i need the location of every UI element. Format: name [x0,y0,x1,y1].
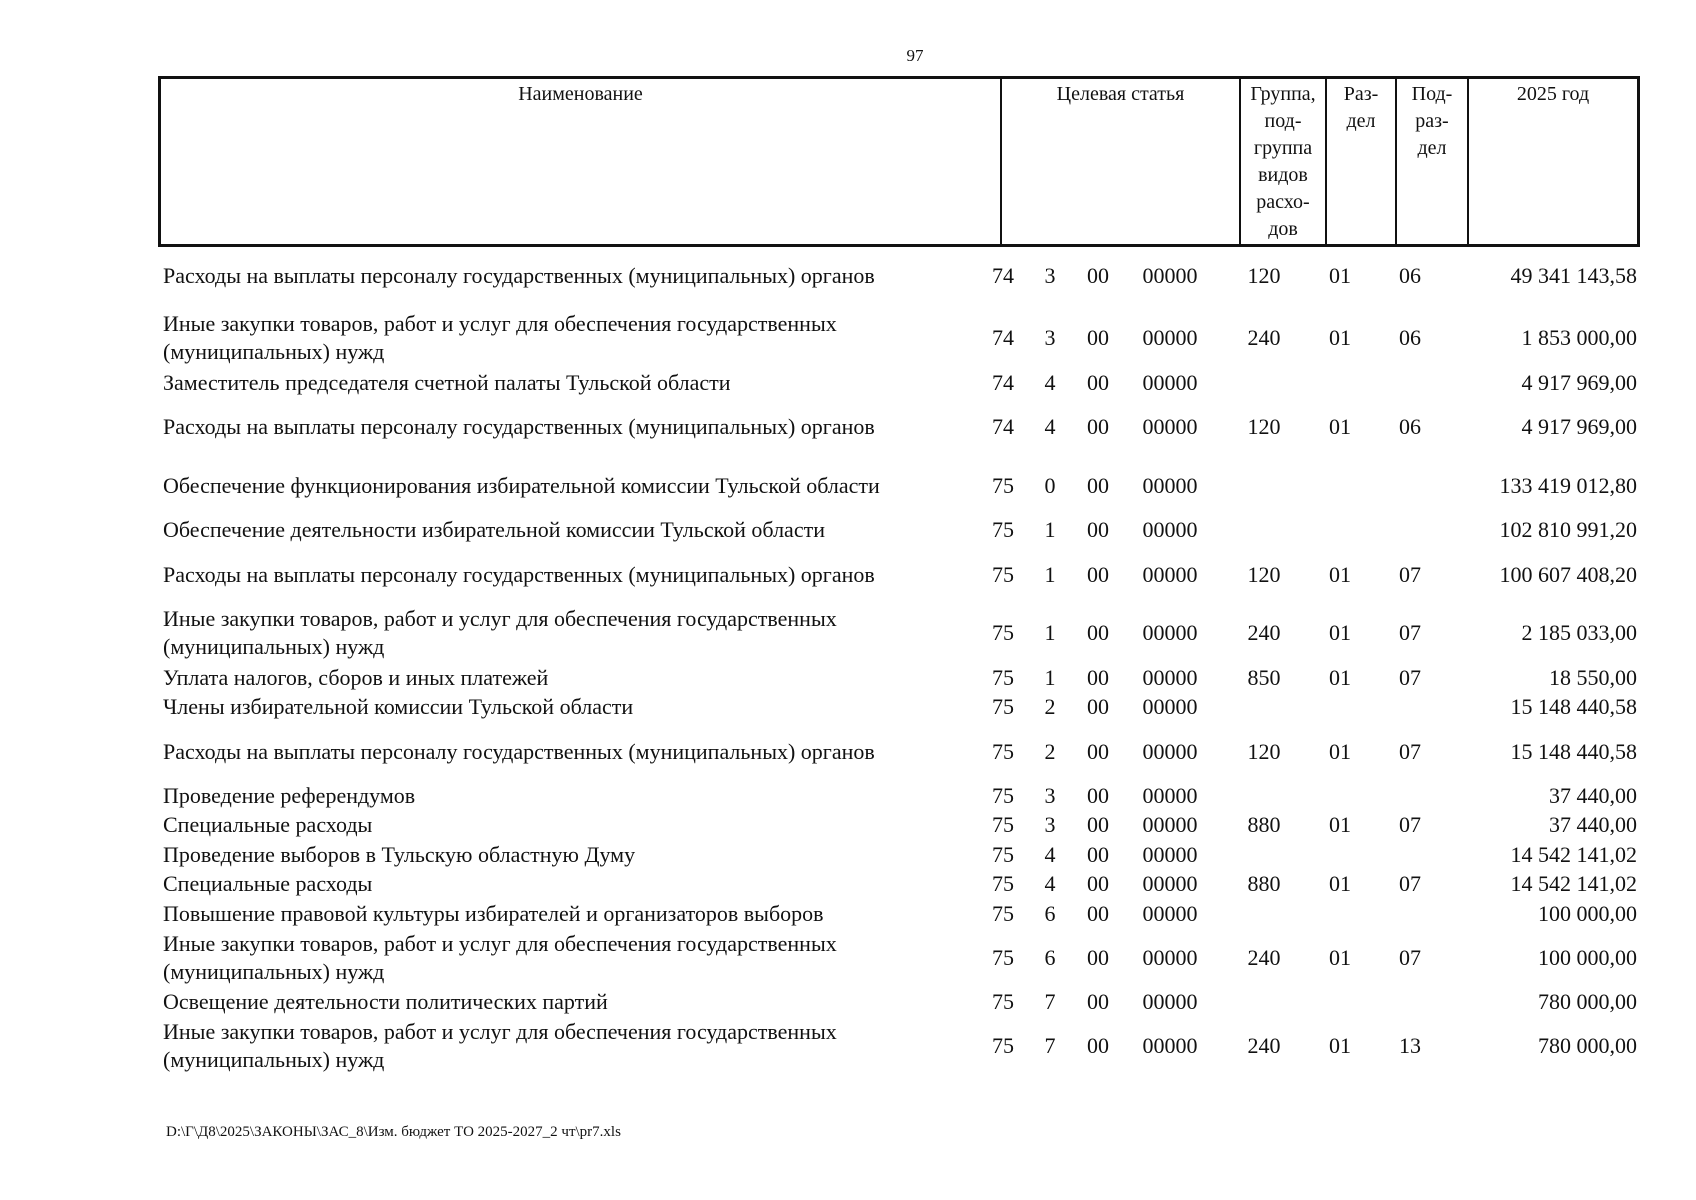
row-expense-group: 240 [1247,325,1281,350]
header-target-article: Целевая статья [1001,78,1240,246]
row-name: Обеспечение функционирования избирательной комиссии Тульской области [163,473,880,498]
row-expense-group: 240 [1247,620,1281,645]
row-target-program: 74 [992,263,1014,288]
row-target-direction: 00 [1087,989,1109,1014]
row-target-program: 75 [992,665,1014,690]
row-target-subprogram: 1 [1044,665,1056,690]
row-amount: 18 550,00 [1549,665,1637,690]
row-target-direction: 00 [1087,901,1109,926]
row-target-program: 74 [992,370,1014,395]
row-subsection-code: 07 [1399,562,1421,587]
row-name: Иные закупки товаров, работ и услуг для обеспечения государственных (муниципальных) нужд [163,311,837,364]
row-target-direction: 00 [1087,517,1109,542]
row-target-code: 00000 [1142,473,1198,498]
row-subsection-code: 06 [1399,263,1421,288]
row-target-direction: 00 [1087,783,1109,808]
row-name: Проведение референдумов [163,783,416,808]
row-name: Освещение деятельности политических партий [163,989,608,1014]
row-amount: 4 917 969,00 [1521,414,1637,439]
row-name: Расходы на выплаты персоналу государственных (муниципальных) органов [163,739,875,764]
row-target-program: 75 [992,620,1014,645]
row-target-subprogram: 6 [1044,945,1056,970]
row-target-direction: 00 [1087,739,1109,764]
row-target-program: 74 [992,325,1014,350]
row-subsection-code: 07 [1399,665,1421,690]
row-amount: 133 419 012,80 [1499,473,1637,498]
row-expense-group: 120 [1247,739,1281,764]
row-target-code: 00000 [1142,665,1198,690]
header-expense-group-line: дов [1268,218,1298,240]
row-subsection-code: 07 [1399,945,1421,970]
row-target-subprogram: 4 [1044,871,1056,896]
row-target-subprogram: 2 [1044,694,1056,719]
row-target-subprogram: 4 [1044,842,1056,867]
row-target-code: 00000 [1142,871,1198,896]
row-name: Иные закупки товаров, работ и услуг для обеспечения государственных (муниципальных) нужд [163,1019,837,1072]
row-amount: 102 810 991,20 [1499,517,1637,542]
row-target-subprogram: 3 [1044,325,1056,350]
row-target-direction: 00 [1087,414,1109,439]
row-target-program: 75 [992,945,1014,970]
row-section-code: 01 [1329,665,1351,690]
row-target-code: 00000 [1142,739,1198,764]
row-amount: 100 000,00 [1538,901,1637,926]
row-target-code: 00000 [1142,370,1198,395]
row-name: Расходы на выплаты персоналу государственных (муниципальных) органов [163,263,875,288]
row-target-program: 75 [992,562,1014,587]
header-subsection-line: Под- [1411,83,1453,105]
row-target-subprogram: 6 [1044,901,1056,926]
row-section-code: 01 [1329,739,1351,764]
row-target-code: 00000 [1142,562,1198,587]
row-target-subprogram: 1 [1044,562,1056,587]
row-amount: 14 542 141,02 [1510,842,1637,867]
row-target-program: 75 [992,812,1014,837]
header-expense-group-line: Группа, [1250,83,1316,105]
row-target-direction: 00 [1087,1033,1109,1058]
row-target-subprogram: 7 [1044,1033,1056,1058]
row-amount: 37 440,00 [1549,812,1637,837]
row-name: Расходы на выплаты персоналу государственных (муниципальных) органов [163,414,875,439]
row-target-direction: 00 [1087,620,1109,645]
row-amount: 1 853 000,00 [1521,325,1637,350]
row-target-program: 75 [992,739,1014,764]
row-subsection-code: 06 [1399,325,1421,350]
row-expense-group: 240 [1247,1033,1281,1058]
row-target-direction: 00 [1087,842,1109,867]
row-section-code: 01 [1329,812,1351,837]
row-amount: 780 000,00 [1538,1033,1637,1058]
row-target-program: 75 [992,694,1014,719]
row-target-code: 00000 [1142,783,1198,808]
row-target-subprogram: 0 [1044,473,1056,498]
row-section-code: 01 [1329,263,1351,288]
row-section-code: 01 [1329,945,1351,970]
row-subsection-code: 13 [1399,1033,1421,1058]
row-target-direction: 00 [1087,325,1109,350]
row-subsection-code: 06 [1399,414,1421,439]
row-target-program: 75 [992,783,1014,808]
header-subsection-line: дел [1417,137,1447,159]
row-amount: 14 542 141,02 [1510,871,1637,896]
row-target-program: 75 [992,842,1014,867]
row-name: Проведение выборов в Тульскую областную Думу [163,842,636,867]
row-target-direction: 00 [1087,871,1109,896]
row-target-subprogram: 3 [1044,812,1056,837]
row-section-code: 01 [1329,562,1351,587]
row-target-subprogram: 3 [1044,783,1056,808]
row-section-code: 01 [1329,414,1351,439]
row-target-code: 00000 [1142,694,1198,719]
row-target-code: 00000 [1142,1033,1198,1058]
row-target-program: 75 [992,517,1014,542]
row-amount: 4 917 969,00 [1521,370,1637,395]
row-name: Уплата налогов, сборов и иных платежей [163,665,549,690]
row-expense-group: 240 [1247,945,1281,970]
row-target-subprogram: 4 [1044,370,1056,395]
row-section-code: 01 [1329,620,1351,645]
row-target-code: 00000 [1142,901,1198,926]
header-subsection-line: раз- [1415,110,1449,132]
row-name: Заместитель председателя счетной палаты Тульской области [163,370,731,395]
row-target-code: 00000 [1142,945,1198,970]
row-target-direction: 00 [1087,665,1109,690]
row-section-code: 01 [1329,325,1351,350]
row-expense-group: 120 [1247,562,1281,587]
row-target-direction: 00 [1087,370,1109,395]
row-target-program: 75 [992,989,1014,1014]
row-target-code: 00000 [1142,842,1198,867]
row-target-code: 00000 [1142,517,1198,542]
row-name: Члены избирательной комиссии Тульской области [163,694,634,719]
row-target-direction: 00 [1087,263,1109,288]
row-expense-group: 120 [1247,414,1281,439]
row-amount: 780 000,00 [1538,989,1637,1014]
row-target-subprogram: 1 [1044,620,1056,645]
row-amount: 15 148 440,58 [1510,739,1637,764]
row-target-subprogram: 1 [1044,517,1056,542]
row-target-direction: 00 [1087,473,1109,498]
row-section-code: 01 [1329,871,1351,896]
row-name: Иные закупки товаров, работ и услуг для обеспечения государственных (муниципальных) нужд [163,606,837,659]
row-amount: 100 607 408,20 [1499,562,1637,587]
row-subsection-code: 07 [1399,871,1421,896]
header-section-line: дел [1346,110,1376,132]
row-target-subprogram: 4 [1044,414,1056,439]
file-path-footer: D:\Г\Д8\2025\ЗАКОНЫ\ЗАС_8\Изм. бюджет ТО 2025-2027_2 чт\pr7.xls [166,1124,621,1140]
header-name: Наименование [518,83,643,105]
header-year: 2025 год [1468,78,1639,246]
row-amount: 100 000,00 [1538,945,1637,970]
row-target-code: 00000 [1142,325,1198,350]
row-target-program: 75 [992,473,1014,498]
row-name: Специальные расходы [163,871,373,896]
row-section-code: 01 [1329,1033,1351,1058]
row-target-program: 75 [992,1033,1014,1058]
row-target-direction: 00 [1087,812,1109,837]
row-target-program: 74 [992,414,1014,439]
row-target-program: 75 [992,871,1014,896]
row-subsection-code: 07 [1399,620,1421,645]
row-target-code: 00000 [1142,414,1198,439]
header-expense-group-line: расхо- [1256,191,1310,213]
page-number: 97 [906,46,924,65]
row-target-subprogram: 2 [1044,739,1056,764]
row-expense-group: 880 [1247,871,1281,896]
row-target-code: 00000 [1142,620,1198,645]
row-amount: 49 341 143,58 [1510,263,1637,288]
header-section-line: Раз- [1343,83,1379,105]
row-target-direction: 00 [1087,562,1109,587]
row-target-direction: 00 [1087,694,1109,719]
row-name: Обеспечение деятельности избирательной комиссии Тульской области [163,517,825,542]
row-name: Иные закупки товаров, работ и услуг для обеспечения государственных (муниципальных) нужд [163,931,837,984]
row-expense-group: 120 [1247,263,1281,288]
row-target-program: 75 [992,901,1014,926]
row-name: Повышение правовой культуры избирателей и организаторов выборов [163,901,824,926]
row-amount: 2 185 033,00 [1521,620,1637,645]
row-expense-group: 880 [1247,812,1281,837]
row-target-code: 00000 [1142,263,1198,288]
row-amount: 15 148 440,58 [1510,694,1637,719]
row-expense-group: 850 [1247,665,1281,690]
row-target-code: 00000 [1142,812,1198,837]
row-target-direction: 00 [1087,945,1109,970]
header-expense-group-line: под- [1264,110,1302,132]
header-expense-group-line: видов [1258,164,1308,186]
row-target-subprogram: 7 [1044,989,1056,1014]
row-name: Специальные расходы [163,812,373,837]
row-amount: 37 440,00 [1549,783,1637,808]
row-target-subprogram: 3 [1044,263,1056,288]
row-subsection-code: 07 [1399,812,1421,837]
row-target-code: 00000 [1142,989,1198,1014]
row-name: Расходы на выплаты персоналу государственных (муниципальных) органов [163,562,875,587]
header-expense-group-line: группа [1253,137,1313,159]
row-subsection-code: 07 [1399,739,1421,764]
